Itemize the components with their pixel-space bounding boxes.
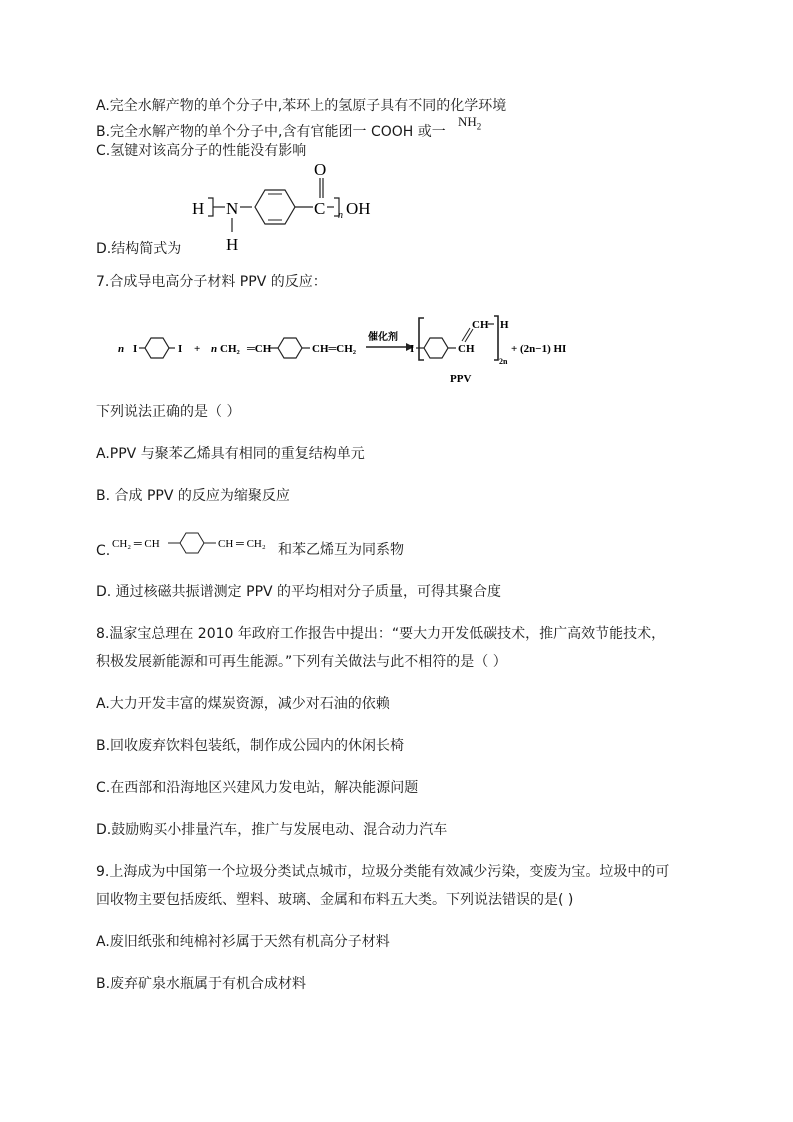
struct-n-sub: n: [338, 210, 343, 221]
struct-h-left: H: [192, 199, 205, 218]
svg-text:CH: CH: [472, 319, 489, 331]
q8-option-c: C.在西部和沿海地区兴建风力发电站，解决能源问题: [96, 780, 419, 796]
svg-text:═CH: ═CH: [247, 343, 272, 355]
svg-text:CH: CH: [458, 343, 475, 355]
q7-option-c-structure: [112, 530, 282, 560]
q6-option-b-nh2: $NH_2$: [458, 114, 482, 132]
reactant1-ring: [145, 338, 169, 358]
struct-benzene-ring: [255, 190, 295, 224]
product-ring: [424, 338, 448, 358]
q7-option-b: B. 合成 PPV 的反应为缩聚反应: [96, 488, 290, 504]
q7-stem: 7.合成导电高分子材料 PPV 的反应：: [96, 274, 327, 290]
struct-c: C: [314, 199, 326, 218]
svg-text:I: I: [410, 343, 415, 355]
q8-stem-line1: 8.温家宝总理在 2010 年政府工作报告中提出：“要大力开发低碳技术，推广高效节能技术，: [96, 626, 666, 642]
struct-oh: OH: [346, 199, 371, 218]
ppv-label: PPV: [450, 373, 472, 385]
q7-reaction-scheme: [108, 306, 588, 388]
q9-option-a: A.废旧纸张和纯棉衬衫属于天然有机高分子材料: [96, 934, 390, 950]
q8-option-b: B.回收废弃饮料包装纸，制作成公园内的休闲长椅: [96, 738, 405, 754]
q7-option-c-suffix: 和苯乙烯互为同系物: [278, 542, 404, 558]
q6-option-c: C.氢键对该高分子的性能没有影响: [96, 143, 307, 159]
svg-text:2n: 2n: [499, 357, 508, 366]
svg-text:CH ═ CH₂: CH ═ CH₂: [218, 538, 266, 550]
q8-option-d: D.鼓励购买小排量汽车，推广与发展电动、混合动力汽车: [96, 822, 448, 838]
q8-stem-line2: 积极发展新能源和可再生能源。”下列有关做法与此不相符的是（ ）: [96, 654, 507, 670]
struct-h-below: H: [226, 235, 239, 254]
svg-text:CH₂ ═ CH: CH₂ ═ CH: [112, 538, 160, 550]
catalyst-label: 催化剂: [368, 332, 398, 343]
q9-option-b: B.废弃矿泉水瓶属于有机合成材料: [96, 976, 307, 992]
svg-text:CH₂: CH₂: [220, 343, 240, 355]
product-bracket-right: [494, 316, 498, 360]
product-bracket-left: [419, 318, 424, 360]
q6-option-b: B.完全水解产物的单个分子中,含有官能团一 COOH 或一: [96, 124, 446, 140]
svg-text:+ (2n−1) HI: + (2n−1) HI: [511, 343, 567, 355]
svg-text:I: I: [133, 343, 138, 355]
svg-text:n: n: [211, 343, 218, 355]
q6-structure-formula: [186, 158, 386, 256]
q7-question: 下列说法正确的是（ ）: [96, 404, 241, 420]
struct-bracket-left: [208, 198, 213, 216]
svg-text:+: +: [194, 343, 201, 355]
q9-stem-line1: 9.上海成为中国第一个垃圾分类试点城市，垃圾分类能有效减少污染，变废为宝。垃圾中的可: [96, 864, 670, 880]
svg-text:H: H: [500, 319, 509, 331]
svg-text:CH═CH₂: CH═CH₂: [312, 343, 357, 355]
q9-stem-line2: 回收物主要包括废纸、塑料、玻璃、金属和布料五大类。下列说法错误的是( ): [96, 892, 574, 908]
q8-option-a: A.大力开发丰富的煤炭资源，减少对石油的依赖: [96, 696, 390, 712]
q7-option-d: D. 通过核磁共振谱测定 PPV 的平均相对分子质量，可得其聚合度: [96, 584, 502, 600]
struct-o: O: [314, 160, 327, 179]
q7-option-a: A.PPV 与聚苯乙烯具有相同的重复结构单元: [96, 446, 365, 462]
struct-n: N: [226, 199, 239, 218]
q6-option-a: A.完全水解产物的单个分子中,苯环上的氢原子具有不同的化学环境: [96, 98, 507, 114]
reactant2-ring: [278, 338, 302, 358]
svg-text:I: I: [178, 343, 183, 355]
svg-text:n: n: [118, 343, 125, 355]
q7-option-c-prefix: C.: [96, 543, 111, 559]
q6-option-d: D.结构简式为: [96, 241, 182, 257]
